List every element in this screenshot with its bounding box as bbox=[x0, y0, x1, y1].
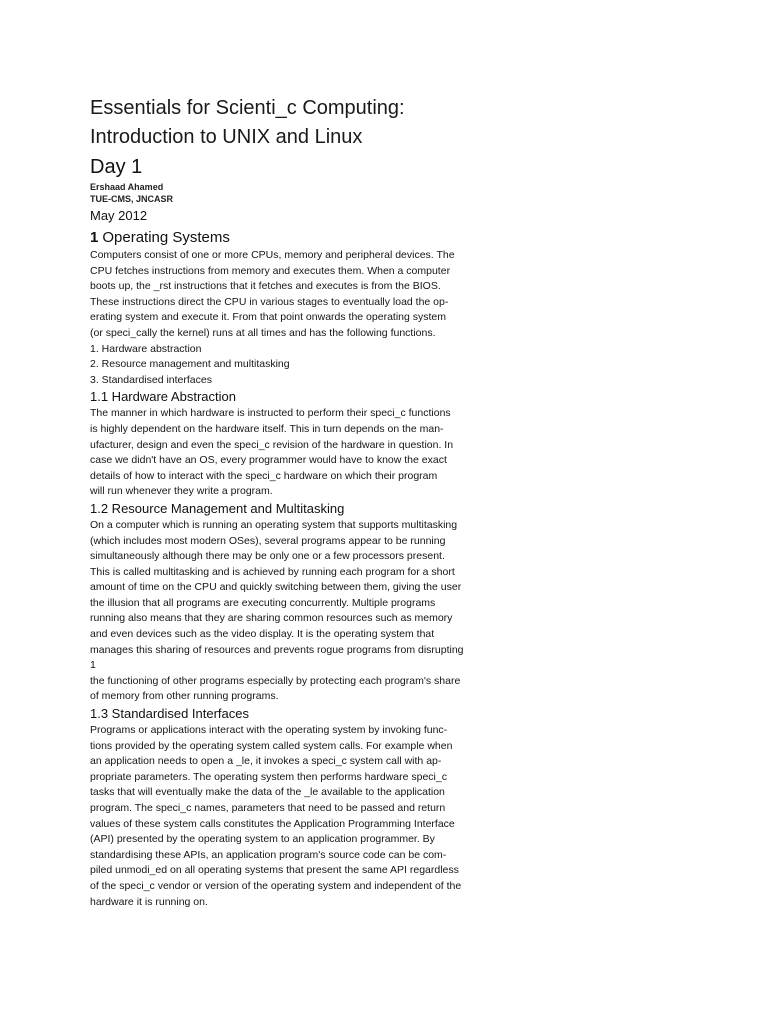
text-line: piled unmodi_ed on all operating systems that present the same API regardless bbox=[90, 864, 459, 877]
document-day: Day 1 bbox=[90, 156, 143, 178]
text-line: hardware it is running on. bbox=[90, 895, 208, 908]
text-line: of memory from other running programs. bbox=[90, 690, 279, 703]
author-affiliation: TUE-CMS, JNCASR bbox=[90, 194, 174, 204]
text-line: the functioning of other programs especially by protecting each program's share bbox=[90, 674, 461, 687]
author-name: Ershaad Ahamed bbox=[90, 182, 164, 192]
section-1-title: Operating Systems bbox=[102, 229, 230, 246]
section-1-2-heading: 1.2 Resource Management and Multitasking bbox=[90, 500, 345, 516]
text-line: This is called multitasking and is achieved by running each program for a short bbox=[90, 565, 455, 578]
page-number: 1 bbox=[90, 659, 96, 672]
text-line: tions provided by the operating system called system calls. For example when bbox=[90, 739, 453, 752]
text-line: will run whenever they write a program. bbox=[90, 485, 273, 498]
text-line: and even devices such as the video display. It is the operating system that bbox=[90, 628, 435, 641]
section-1-heading bbox=[90, 227, 510, 248]
document-page bbox=[90, 94, 510, 910]
text-line: Programs or applications interact with the operating system by invoking func- bbox=[90, 724, 448, 737]
section-1-body bbox=[90, 248, 510, 388]
section-1-3-heading: 1.3 Standardised Interfaces bbox=[90, 706, 249, 722]
text-line: erating system and execute it. From that point onwards the operating system bbox=[90, 311, 447, 324]
text-line: On a computer which is running an operating system that supports multitasking bbox=[90, 518, 458, 531]
text-line: boots up, the _rst instructions that it fetches and executes is from the BIOS. bbox=[90, 280, 441, 293]
text-line: simultaneously although there may be only one or a few processors present. bbox=[90, 550, 445, 563]
document-title-line2: Introduction to UNIX and Linux bbox=[90, 126, 363, 148]
list-item: 1. Hardware abstraction bbox=[90, 342, 202, 355]
text-line: standardising these APIs, an application program's source code can be com- bbox=[90, 848, 447, 861]
text-line: an application needs to open a _le, it invokes a speci_c system call with ap- bbox=[90, 755, 442, 768]
text-line: details of how to interact with the speci_c hardware on which their program bbox=[90, 469, 438, 482]
text-line: These instructions direct the CPU in various stages to eventually load the op- bbox=[90, 295, 449, 308]
text-line: is highly dependent on the hardware itself. This in turn depends on the man- bbox=[90, 422, 444, 435]
section-1-2-body bbox=[90, 518, 510, 705]
text-line: (API) presented by the operating system to an application programmer. By bbox=[90, 833, 435, 846]
text-line: Computers consist of one or more CPUs, memory and peripheral devices. The bbox=[90, 249, 455, 261]
text-line: The manner in which hardware is instructed to perform their speci_c functions bbox=[90, 407, 451, 420]
text-line: (or speci_cally the kernel) runs at all times and has the following functions. bbox=[90, 326, 436, 339]
section-1-number: 1 bbox=[90, 229, 99, 246]
text-line: propriate parameters. The operating system then performs hardware speci_c bbox=[90, 770, 447, 783]
text-line: CPU fetches instructions from memory and executes them. When a computer bbox=[90, 264, 451, 277]
document-date: May 2012 bbox=[90, 208, 148, 223]
text-line: tasks that will eventually make the data of the _le available to the application bbox=[90, 786, 445, 799]
text-line: manages this sharing of resources and prevents rogue programs from disrupting bbox=[90, 643, 464, 656]
section-1-1-body bbox=[90, 406, 510, 500]
text-line: running also means that they are sharing common resources such as memory bbox=[90, 612, 453, 625]
text-line: ufacturer, design and even the speci_c revision of the hardware in question. In bbox=[90, 438, 454, 451]
text-line: of the speci_c vendor or version of the operating system and independent of the bbox=[90, 879, 462, 892]
text-line: amount of time on the CPU and quickly switching between them, giving the user bbox=[90, 581, 462, 594]
text-line: values of these system calls constitutes the Application Programming Interface bbox=[90, 817, 455, 830]
text-line: (which includes most modern OSes), several programs appear to be running bbox=[90, 534, 446, 547]
text-line: program. The speci_c names, parameters that need to be passed and return bbox=[90, 802, 446, 814]
list-item: 3. Standardised interfaces bbox=[90, 373, 212, 386]
section-1-3-body bbox=[90, 723, 510, 910]
list-item: 2. Resource management and multitasking bbox=[90, 358, 290, 371]
document-title-line1: Essentials for Scienti_c Computing: bbox=[90, 97, 405, 119]
text-line: case we didn't have an OS, every programmer would have to know the exact bbox=[90, 454, 447, 467]
section-1-1-heading: 1.1 Hardware Abstraction bbox=[90, 389, 236, 405]
text-line: the illusion that all programs are executing concurrently. Multiple programs bbox=[90, 596, 436, 609]
